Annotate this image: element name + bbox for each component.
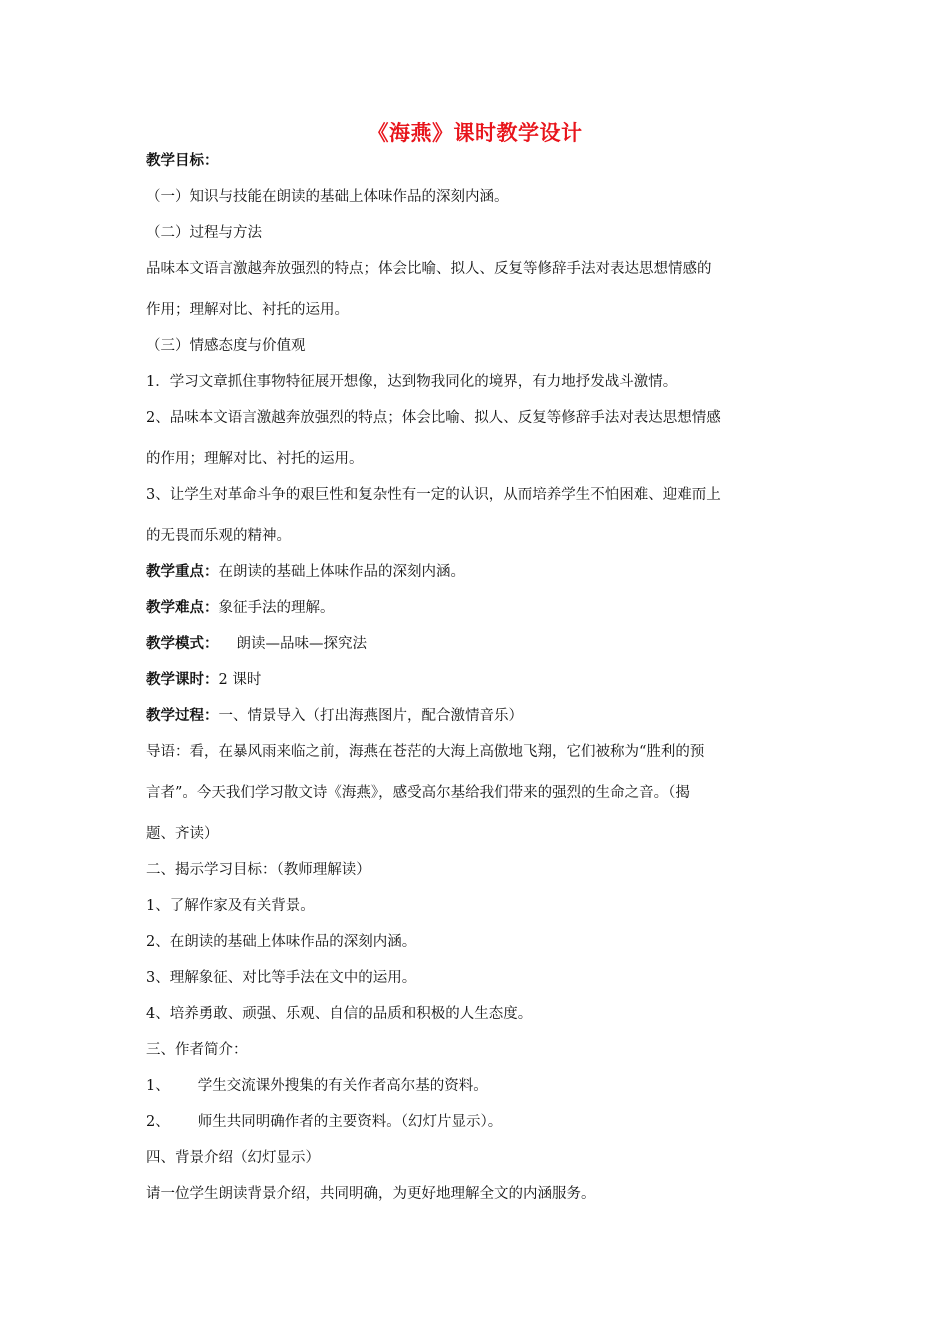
intro-line-2: 言者”。今天我们学习散文诗《海燕》，感受高尔基给我们带来的强烈的生命之音。（揭 bbox=[146, 785, 690, 801]
key-point-label: 教学重点： bbox=[146, 564, 219, 580]
step2-heading: 二、揭示学习目标：（教师理解读） bbox=[146, 862, 371, 878]
intro-line-1: 导语：看，在暴风雨来临之前，海燕在苍茫的大海上高傲地飞翔，它们被称为“胜利的预 bbox=[146, 744, 705, 760]
mode-text: 朗读—品味—探究法 bbox=[236, 636, 367, 652]
step3-heading: 三、作者简介： bbox=[146, 1042, 248, 1058]
goal-4: 4、培养勇敢、顽强、乐观、自信的品质和积极的人生态度。 bbox=[146, 1006, 533, 1022]
objective-process-text-1: 品味本文语言激越奔放强烈的特点；体会比喻、拟人、反复等修辞手法对表达思想情感的 bbox=[146, 261, 712, 277]
hours-row bbox=[146, 669, 816, 691]
difficulty-text: 象征手法的理解。 bbox=[218, 600, 335, 616]
objective-emotion-2b: 的作用；理解对比、衬托的运用。 bbox=[146, 451, 364, 467]
mode-label: 教学模式： bbox=[146, 636, 219, 652]
step4-heading: 四、背景介绍（幻灯显示） bbox=[146, 1150, 320, 1166]
objective-emotion-1: 1．学习文章抓住事物特征展开想像，达到物我同化的境界，有力地抒发战斗激情。 bbox=[146, 374, 678, 390]
objective-knowledge: （一）知识与技能在朗读的基础上体味作品的深刻内涵。 bbox=[146, 189, 509, 205]
document-title: 《海燕》课时教学设计 bbox=[367, 121, 583, 145]
process-row bbox=[146, 705, 816, 727]
mode-row bbox=[146, 633, 816, 655]
objective-process-text-2: 作用；理解对比、衬托的运用。 bbox=[146, 302, 349, 318]
goal-3: 3、理解象征、对比等手法在文中的运用。 bbox=[146, 970, 417, 986]
objective-emotion-heading: （三）情感态度与价值观 bbox=[146, 338, 306, 354]
author-item-1-number: 1、 bbox=[146, 1078, 170, 1094]
objective-emotion-2a: 2、品味本文语言激越奔放强烈的特点；体会比喻、拟人、反复等修辞手法对表达思想情感 bbox=[146, 410, 721, 426]
hours-text: 2 课时 bbox=[218, 672, 262, 688]
author-item-1 bbox=[146, 1075, 816, 1097]
author-item-2 bbox=[146, 1111, 816, 1133]
objectives-heading: 教学目标： bbox=[146, 153, 219, 169]
process-step1: 一、情景导入（打出海燕图片，配合激情音乐） bbox=[218, 708, 523, 724]
difficulty-label: 教学难点： bbox=[146, 600, 219, 616]
key-point-row bbox=[146, 561, 816, 583]
key-point-text: 在朗读的基础上体味作品的深刻内涵。 bbox=[218, 564, 465, 580]
difficulty-row bbox=[146, 597, 816, 619]
goal-1: 1、了解作家及有关背景。 bbox=[146, 898, 315, 914]
hours-label: 教学课时： bbox=[146, 672, 219, 688]
author-item-2-text: 师生共同明确作者的主要资料。（幻灯片显示）。 bbox=[197, 1114, 503, 1130]
objective-process-heading: （二）过程与方法 bbox=[146, 225, 262, 241]
process-label: 教学过程： bbox=[146, 708, 219, 724]
objective-emotion-3b: 的无畏而乐观的精神。 bbox=[146, 528, 291, 544]
author-item-2-number: 2、 bbox=[146, 1114, 170, 1130]
goal-2: 2、在朗读的基础上体味作品的深刻内涵。 bbox=[146, 934, 417, 950]
author-item-1-text: 学生交流课外搜集的有关作者高尔基的资料。 bbox=[197, 1078, 488, 1094]
objective-emotion-3a: 3、让学生对革命斗争的艰巨性和复杂性有一定的认识，从而培养学生不怕困难、迎难而上 bbox=[146, 487, 721, 503]
intro-line-3: 题、齐读） bbox=[146, 826, 219, 842]
background-text: 请一位学生朗读背景介绍，共同明确，为更好地理解全文的内涵服务。 bbox=[146, 1186, 596, 1202]
